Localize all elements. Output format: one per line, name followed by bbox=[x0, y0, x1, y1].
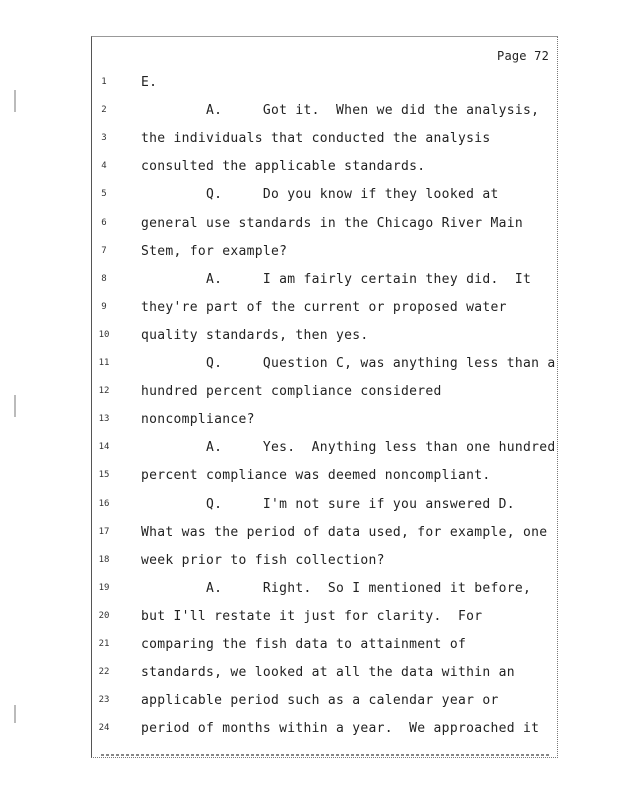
transcript-line bbox=[92, 103, 559, 131]
line-number: 16 bbox=[98, 498, 110, 509]
line-number: 17 bbox=[98, 526, 110, 537]
line-text: the individuals that conducted the analysis bbox=[141, 131, 491, 147]
line-number: 23 bbox=[98, 695, 110, 706]
line-text: noncompliance? bbox=[141, 412, 255, 428]
transcript-line bbox=[92, 637, 559, 665]
line-text: they're part of the current or proposed water bbox=[141, 299, 507, 315]
line-number: 24 bbox=[98, 723, 110, 734]
line-number: 1 bbox=[101, 77, 107, 87]
line-text: quality standards, then yes. bbox=[141, 327, 369, 343]
page-number-label: Page 72 bbox=[497, 49, 549, 63]
transcript-line bbox=[92, 721, 559, 749]
line-number: 14 bbox=[98, 442, 110, 453]
line-text: consulted the applicable standards. bbox=[141, 159, 426, 175]
transcript-line bbox=[92, 384, 559, 412]
line-text: applicable period such as a calendar year or bbox=[141, 693, 499, 709]
transcript-line bbox=[92, 244, 559, 272]
line-number: 7 bbox=[101, 245, 107, 256]
left-margin-mark-top bbox=[14, 90, 16, 112]
transcript-line bbox=[92, 553, 559, 581]
line-number: 22 bbox=[98, 667, 110, 678]
line-text: A. Right. So I mentioned it before, bbox=[141, 580, 532, 596]
transcript-line bbox=[92, 356, 559, 384]
line-number: 10 bbox=[98, 329, 110, 340]
transcript-line bbox=[92, 468, 559, 496]
line-text: standards, we looked at all the data within an bbox=[141, 665, 515, 681]
line-text: Q. Question C, was anything less than a bbox=[141, 356, 556, 371]
line-number: 13 bbox=[98, 414, 110, 425]
left-margin-mark-middle bbox=[14, 395, 16, 417]
transcript-line bbox=[92, 497, 559, 525]
transcript-line bbox=[92, 216, 559, 244]
line-text: A. Got it. When we did the analysis, bbox=[141, 103, 540, 119]
line-number: 12 bbox=[98, 386, 110, 397]
line-text: E. bbox=[141, 75, 158, 90]
line-number: 9 bbox=[101, 301, 107, 312]
line-text: week prior to fish collection? bbox=[141, 552, 385, 568]
transcript-line bbox=[92, 525, 559, 553]
transcript-line bbox=[92, 187, 559, 215]
transcript-line bbox=[92, 159, 559, 187]
transcript-line bbox=[92, 131, 559, 159]
transcript-line bbox=[92, 609, 559, 637]
transcript-line bbox=[92, 272, 559, 300]
line-text: period of months within a year. We approached it bbox=[141, 721, 540, 737]
transcript-line bbox=[92, 75, 559, 103]
line-text: What was the period of data used, for example, one bbox=[141, 524, 548, 540]
line-number: 21 bbox=[98, 639, 110, 649]
transcript-line bbox=[92, 693, 559, 721]
line-text: Q. Do you know if they looked at bbox=[141, 187, 499, 203]
transcript-line bbox=[92, 440, 559, 468]
transcript-line bbox=[92, 300, 559, 328]
line-number: 3 bbox=[101, 133, 107, 144]
line-number: 6 bbox=[101, 217, 107, 228]
transcript-line bbox=[92, 412, 559, 440]
left-margin-mark-bottom bbox=[14, 705, 16, 723]
transcript-line bbox=[92, 581, 559, 609]
line-text: hundred percent compliance considered bbox=[141, 384, 442, 400]
line-number: 2 bbox=[101, 105, 107, 116]
transcript-page bbox=[91, 36, 558, 758]
line-number: 15 bbox=[98, 470, 110, 481]
line-number: 20 bbox=[98, 610, 110, 621]
line-number: 11 bbox=[98, 358, 110, 368]
transcript-line bbox=[92, 328, 559, 356]
line-text: general use standards in the Chicago River Main bbox=[141, 215, 523, 231]
line-number: 4 bbox=[101, 161, 107, 172]
line-text: but I'll restate it just for clarity. For bbox=[141, 608, 483, 624]
line-text: A. Yes. Anything less than one hundred bbox=[141, 440, 556, 456]
line-number: 18 bbox=[98, 554, 110, 565]
line-text: A. I am fairly certain they did. It bbox=[141, 271, 532, 287]
line-number: 8 bbox=[101, 273, 107, 284]
page-footer-rule bbox=[101, 754, 551, 756]
line-text: Q. I'm not sure if you answered D. bbox=[141, 496, 515, 512]
line-text: comparing the fish data to attainment of bbox=[141, 637, 467, 652]
line-number: 5 bbox=[101, 189, 107, 200]
line-number: 19 bbox=[98, 582, 110, 593]
transcript-line bbox=[92, 665, 559, 693]
line-text: Stem, for example? bbox=[141, 243, 288, 259]
line-text: percent compliance was deemed noncompliant. bbox=[141, 468, 491, 484]
